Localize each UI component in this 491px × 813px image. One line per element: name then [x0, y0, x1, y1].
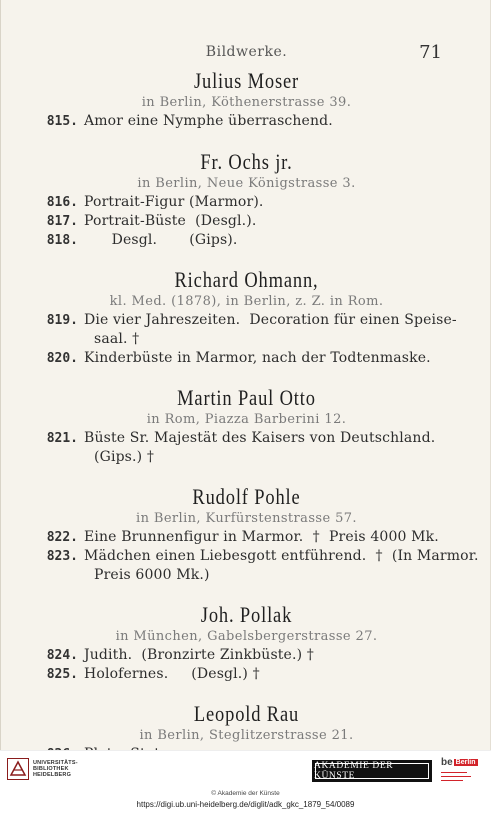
entry-text: Eine Brunnenfigur in Marmor. † Preis 4000 Mk. — [84, 529, 439, 545]
entry-text: Mädchen einen Liebesgott entführend. † (In Marmor. — [84, 548, 479, 564]
ub-heidelberg-seal-icon — [7, 758, 29, 780]
artist-section — [1, 149, 491, 250]
akademie-der-kuenste-logo[interactable]: AKADEMIE DER KÜNSTE — [312, 760, 432, 782]
entry-text: Portrait-Figur (Marmor). — [84, 194, 264, 210]
artist-address: kl. Med. (1878), in Berlin, z. Z. in Rom. — [109, 294, 384, 309]
artist-address: in Berlin, Neue Königstrasse 3. — [137, 176, 356, 191]
bemi-berlin-logo[interactable]: be Berlin — [441, 757, 487, 787]
catalog-entry-continuation — [1, 448, 491, 467]
viewer-footer — [0, 750, 491, 813]
entry-text: Judith. (Bronzirte Zinkbüste.) † — [84, 647, 314, 663]
entry-text: Die vier Jahreszeiten. Decoration für einen Speise- — [84, 312, 457, 328]
catalog-entry — [1, 193, 491, 212]
entry-number: 819. — [46, 313, 78, 328]
entry-number: 820. — [46, 351, 78, 366]
entry-number: 824. — [46, 648, 78, 663]
catalog-entry — [1, 646, 491, 665]
artist-address: in Berlin, Köthenerstrasse 39. — [141, 95, 352, 110]
entry-text: Desgl. (Gips). — [84, 232, 238, 248]
copyright-notice: © Akademie der Künste — [211, 790, 280, 797]
artist-address: in München, Gabelsbergerstrasse 27. — [115, 629, 378, 644]
artist-section — [1, 385, 491, 467]
entry-number: 815. — [46, 114, 78, 129]
entry-number: 817. — [46, 214, 78, 229]
page-number: 71 — [419, 42, 442, 63]
entry-text: (Gips.) † — [94, 449, 154, 465]
entry-number: 821. — [46, 431, 78, 446]
entry-number: 825. — [46, 667, 78, 682]
artist-name: Richard Ohmann, — [174, 267, 319, 292]
entry-number: 816. — [46, 195, 78, 210]
permalink-url[interactable]: https://digi.ub.uni-heidelberg.de/diglit/adk_gkc_1879_54/0089 — [136, 800, 355, 809]
catalog-entry — [1, 429, 491, 448]
catalog-entry — [1, 528, 491, 547]
catalog-entry — [1, 311, 491, 330]
artist-section — [1, 68, 491, 131]
artist-section — [1, 484, 491, 585]
catalog-content — [1, 68, 491, 764]
entry-text: Preis 6000 Mk.) — [94, 567, 210, 583]
catalog-entry — [1, 349, 491, 368]
artist-name: Martin Paul Otto — [177, 385, 316, 410]
ub-heidelberg-logo-text: UNIVERSITÄTS- BIBLIOTHEK HEIDELBERG — [33, 760, 78, 778]
entry-number: 822. — [46, 530, 78, 545]
artist-address: in Rom, Piazza Barberini 12. — [146, 412, 347, 427]
entry-number: 818. — [46, 233, 78, 248]
ub-heidelberg-logo[interactable] — [7, 758, 78, 780]
running-header: Bildwerke. — [205, 44, 288, 60]
entry-text: Amor eine Nymphe überraschend. — [84, 113, 333, 129]
artist-name: Julius Moser — [193, 68, 300, 93]
catalog-entry — [1, 231, 491, 250]
entry-text: saal. † — [94, 331, 140, 347]
catalog-entry — [1, 547, 491, 566]
artist-name: Rudolf Pohle — [192, 484, 301, 509]
artist-section — [1, 267, 491, 368]
artist-name: Leopold Rau — [193, 701, 300, 726]
entry-text: Kinderbüste in Marmor, nach der Todtenmaske. — [84, 350, 431, 366]
catalog-entry — [1, 665, 491, 684]
catalog-entry — [1, 112, 491, 131]
artist-section — [1, 602, 491, 684]
catalog-entry-continuation — [1, 330, 491, 349]
catalog-entry — [1, 212, 491, 231]
entry-number: 823. — [46, 549, 78, 564]
catalog-entry-continuation — [1, 566, 491, 585]
entry-text: Holofernes. (Desgl.) † — [84, 666, 260, 682]
artist-address: in Berlin, Kurfürstenstrasse 57. — [136, 511, 357, 526]
bemi-logo-fineprint-icon — [441, 769, 475, 783]
artist-name: Joh. Pollak — [200, 602, 293, 627]
entry-text: Portrait-Büste (Desgl.). — [84, 213, 257, 229]
artist-name: Fr. Ochs jr. — [200, 149, 293, 174]
entry-text: Büste Sr. Majestät des Kaisers von Deutschland. — [84, 430, 436, 446]
artist-address: in Berlin, Steglitzerstrasse 21. — [139, 728, 354, 743]
